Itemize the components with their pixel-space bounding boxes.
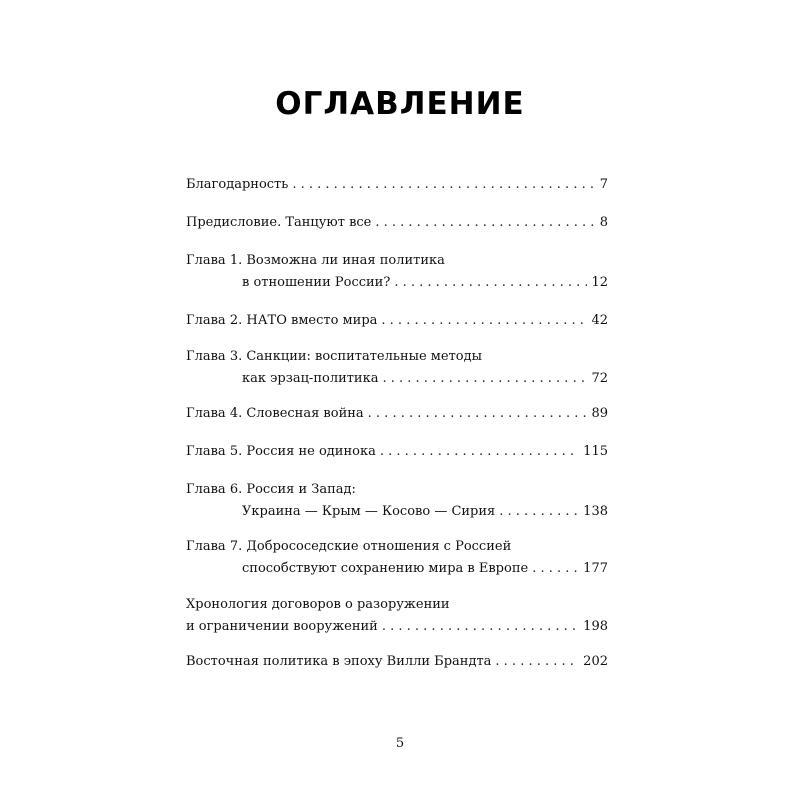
toc-entry-acknowledgements: [186, 174, 608, 196]
page-number-footer: 5: [395, 736, 405, 751]
toc-entry-chapter-3: [186, 346, 608, 390]
toc-entry-chapter-6: [186, 479, 608, 523]
dot-leader: [532, 558, 579, 580]
dot-leader: [380, 441, 579, 463]
dot-leader: [292, 174, 595, 196]
toc-entry-title: Предисловие. Танцуют все: [186, 215, 372, 230]
dot-leader: [381, 310, 587, 332]
toc-entry-title: Глава 5. Россия не одинока: [186, 444, 376, 459]
toc-page-number: 8: [599, 215, 608, 230]
toc-entry-title: Хронология договоров о разоружении: [186, 597, 450, 612]
toc-entry-preface: [186, 212, 608, 234]
toc-entry-title: Глава 2. НАТО вместо мира: [186, 313, 378, 328]
toc-entry-title: Глава 6. Россия и Запад:: [186, 482, 356, 497]
toc-entry-ostpolitik: [186, 651, 608, 673]
dot-leader: [382, 616, 579, 638]
toc-page-number: 115: [583, 444, 608, 459]
dot-leader: [394, 272, 587, 294]
toc-page-number: 202: [583, 654, 608, 669]
toc-page-number: 72: [591, 371, 608, 386]
toc-entry-chapter-2: [186, 310, 608, 332]
toc-entry-chronology: [186, 594, 608, 638]
dot-leader: [375, 212, 595, 234]
toc-entry-chapter-7: [186, 536, 608, 580]
toc-page-number: 138: [583, 504, 608, 519]
toc-entry-title: Восточная политика в эпоху Вилли Брандта: [186, 654, 492, 669]
toc-entry-title: Глава 1. Возможна ли иная политика: [186, 253, 445, 268]
toc-entry-title-continued: Украина — Крым — Косово — Сирия: [242, 504, 496, 519]
toc-entry-title-continued: способствуют сохранению мира в Европе: [242, 561, 529, 576]
toc-page-number: 12: [591, 275, 608, 290]
toc-page-number: 177: [583, 561, 608, 576]
toc-page-number: 42: [591, 313, 608, 328]
toc-entry-title: Глава 4. Словесная война: [186, 406, 364, 421]
dot-leader: [368, 403, 588, 425]
page-title: ОГЛАВЛЕНИЕ: [275, 86, 525, 122]
toc-entry-title-continued: как эрзац-политика: [242, 371, 379, 386]
toc-entry-chapter-5: [186, 441, 608, 463]
toc-entry-title: Глава 3. Санкции: воспитательные методы: [186, 349, 482, 364]
toc-entry-title-continued: и ограничении вооружений: [186, 619, 378, 634]
dot-leader: [499, 501, 579, 523]
dot-leader: [382, 368, 587, 390]
toc-entry-title-continued: в отношении России?: [242, 275, 391, 290]
toc-entry-title: Благодарность: [186, 177, 289, 192]
toc-entry-title: Глава 7. Добрососедские отношения с Россией: [186, 539, 512, 554]
toc-page-number: 7: [599, 177, 608, 192]
toc-entry-chapter-4: [186, 403, 608, 425]
toc-page-number: 89: [591, 406, 608, 421]
dot-leader: [495, 651, 579, 673]
toc-entry-chapter-1: [186, 250, 608, 294]
toc-page-number: 198: [583, 619, 608, 634]
